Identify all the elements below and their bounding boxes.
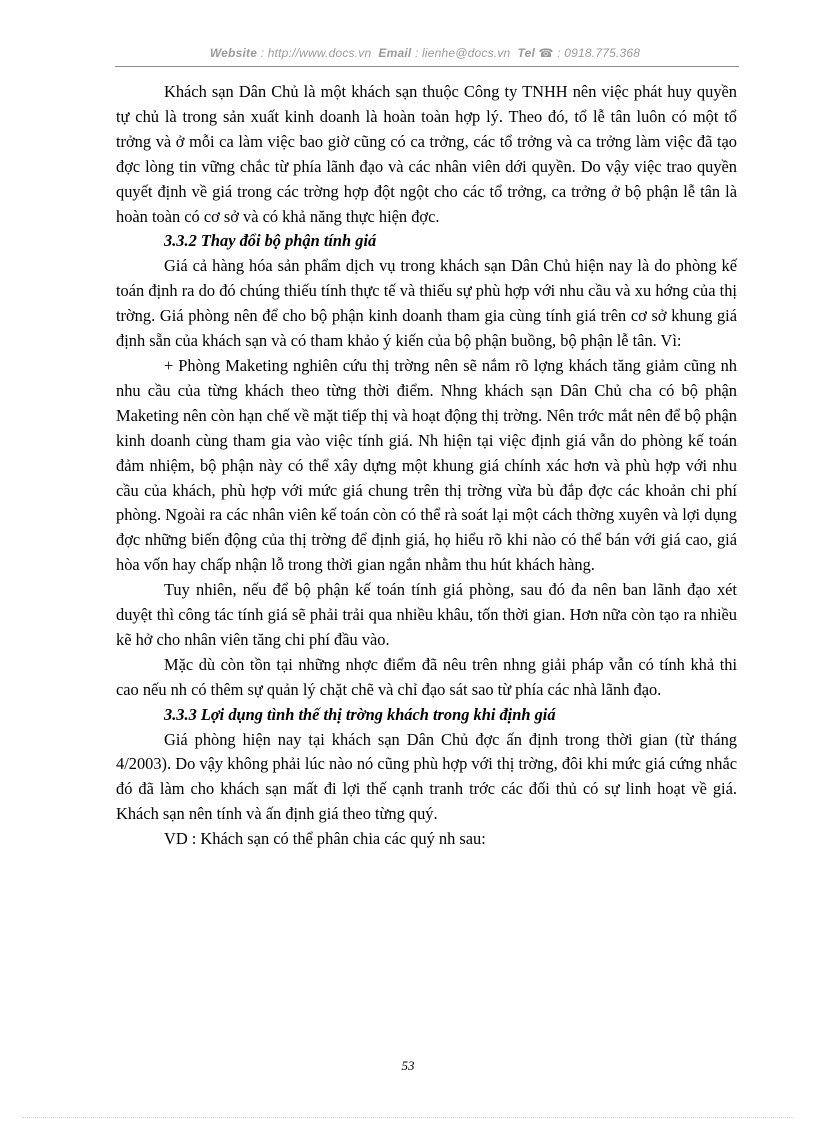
- header-tel-label: Tel: [517, 46, 535, 60]
- paragraph-5: Mặc dù còn tồn tại những nhợc điểm đã nêu trên nhng giải pháp vẫn có tính khả thi cao nếu nh có thêm sự quản lý chặt chẽ và chỉ đạo sát sao từ phía các nhà lãnh đạo.: [116, 654, 737, 699]
- header-website-label: Website: [209, 46, 258, 60]
- paragraph-1: Khách sạn Dân Chủ là một khách sạn thuộc Công ty TNHH nên việc phát huy quyền tự chủ là trong sản xuất kinh doanh là hoàn toàn hợp lý. Theo đó, tổ lễ tân luôn có một tổ trởng và ở mỗi ca làm việc bao giờ cũng có ca trởng, các tổ trởng và ca trởng làm việc đã tạo đợc lòng tin vững chắc từ phía lãnh đạo và các nhân viên dới quyền. Do vậy việc trao quyền quyết định về giá trong các trờng hợp đột ngột cho các tổ trởng, ca trởng ở bộ phận lễ tân là hoàn toàn có cơ sở và có khả năng thực hiện đợc.: [116, 82, 737, 226]
- document-body: [116, 80, 737, 852]
- page-header: [115, 46, 735, 60]
- paragraph-4: Tuy nhiên, nếu để bộ phận kế toán tính giá phòng, sau đó đa nên ban lãnh đạo xét duyệt thì công tác tính giá sẽ phải trải qua nhiều khâu, tốn thời gian. Hơn nữa còn tạo ra nhiều kẽ hở cho nhân viên tăng chi phí đầu vào.: [116, 580, 737, 649]
- page-bottom-border: [22, 1117, 794, 1118]
- header-tel-value: ☎ : 0918.775.368: [538, 46, 641, 60]
- paragraph-7: VD : Khách sạn có thể phân chia các quý nh sau:: [164, 829, 486, 849]
- paragraph-3: + Phòng Maketing nghiên cứu thị trờng nên sẽ nắm rõ lợng khách tăng giảm cũng nh nhu cầu của từng khách theo từng thời điểm. Nhng khách sạn Dân Chủ cha có bộ phận Maketing nên còn hạn chế về mặt tiếp thị và hoạt động thị trờng. Nên trớc mắt nên để bộ phận kinh doanh cùng tham gia vào việc tính giá. Nh hiện tại việc định giá vẫn do phòng kế toán đảm nhiệm, bộ phận này có thể xây dựng một khung giá chính xác hơn và phù hợp với nhu cầu của khách, phù hợp với mức giá chung trên thị trờng vừa bù đắp đợc các khoản chi phí phòng. Ngoài ra các nhân viên kế toán còn có thể rà soát lại một cách thờng xuyên và lợi dụng đợc những biến động của thị trờng để định giá, họ hiểu rõ khi nào có thể bán với giá cao, giá hòa vốn hay chấp nhận lỗ trong thời gian ngắn nhằm thu hút khách hàng.: [116, 355, 737, 575]
- section-heading-3-3-2: 3.3.2 Thay đổi bộ phận tính giá: [164, 231, 377, 251]
- header-email-value: : lienhe@docs.vn: [414, 46, 511, 60]
- paragraph-6: Giá phòng hiện nay tại khách sạn Dân Chủ đợc ấn định trong thời gian (từ tháng 4/2003). Do vậy không phải lúc nào nó cũng phù hợp với thị trờng, đôi khi mức giá cứng nhắc đó đã làm cho khách sạn mất đi lợi thế cạnh tranh trớc các đối thủ có sự linh hoạt về giá. Khách sạn nên tính và ấn định giá theo từng quý.: [116, 729, 737, 824]
- paragraph-2: Giá cả hàng hóa sản phẩm dịch vụ trong khách sạn Dân Chủ hiện nay là do phòng kế toán định ra do đó chúng thiếu tính thực tế và thiếu sự phù hợp với nhu cầu và xu hớng của thị trờng. Giá phòng nên để cho bộ phận kinh doanh tham gia cùng tính giá trên cơ sở khung giá định sẵn của khách sạn và có tham khảo ý kiến của bộ phận buồng, bộ phận lễ tân. Vì:: [116, 256, 737, 351]
- header-divider: [115, 66, 739, 67]
- section-heading-3-3-3: 3.3.3 Lợi dụng tình thế thị trờng khách trong khi định giá: [164, 704, 556, 724]
- header-email-label: Email: [378, 46, 412, 60]
- header-website-value: : http://www.docs.vn: [260, 46, 372, 60]
- page-number: 53: [401, 1058, 415, 1073]
